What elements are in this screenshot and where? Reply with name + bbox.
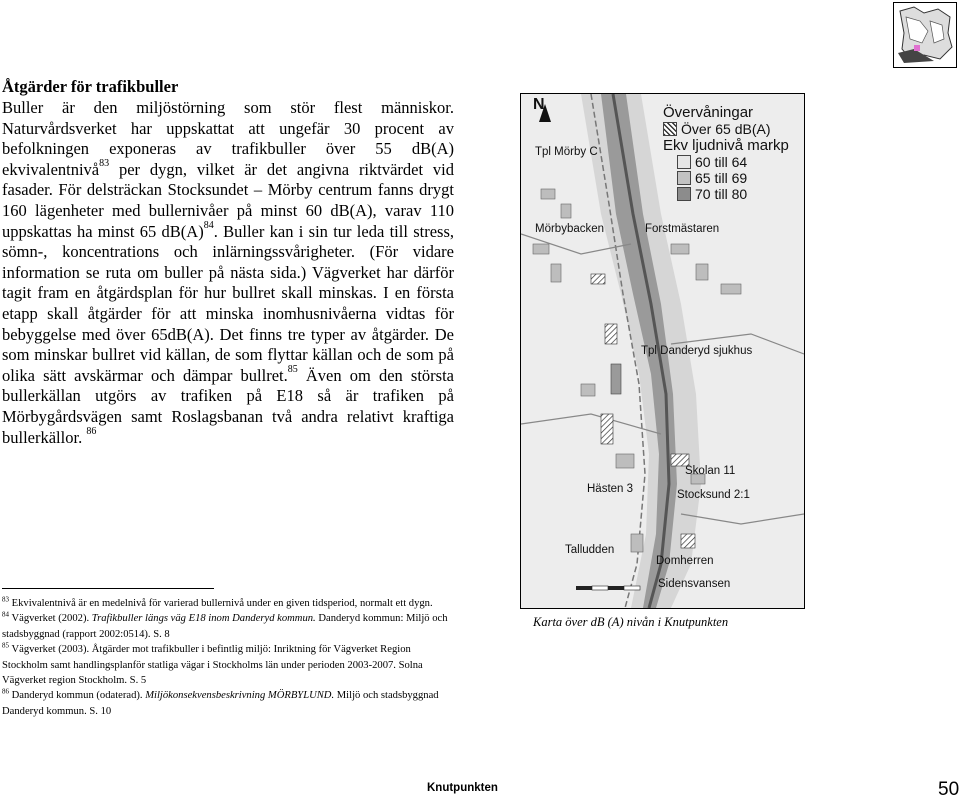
footnote-title: Trafikbuller längs väg E18 inom Danderyd kommun. xyxy=(91,613,316,625)
footnote-number: 85 xyxy=(2,641,9,650)
footnote-number: 84 xyxy=(2,610,9,619)
legend-label: 70 till 80 xyxy=(695,186,748,202)
level-swatch xyxy=(677,155,691,169)
footnote-number: 86 xyxy=(2,687,9,696)
footnotes xyxy=(2,596,454,719)
footnote-title: Miljökonsekvensbeskrivning MÖRBYLUND. xyxy=(145,690,335,702)
body-text-2: per dygn, vilket är det angivna riktvärdet vid fasader. För delsträckan Stocksundet – Mörby centrum fanns drygt 160 lägenheter med bullernivåer på minst 60 dB(A), varav 110 uppskattas ha minst 65 dB(A) xyxy=(2,159,454,241)
footnote-ref-84: 84 xyxy=(203,220,214,232)
footnote-text: Danderyd kommun: Miljö och stadsbyggnad (rapport 2002:0514). S. 8 xyxy=(2,613,448,640)
legend-item-level-2 xyxy=(677,170,789,186)
footnote-divider xyxy=(2,588,214,589)
body-paragraph xyxy=(2,98,454,448)
legend-item-level-1 xyxy=(677,154,789,170)
legend-item-level-3 xyxy=(677,186,789,202)
place-label: Forstmästaren xyxy=(645,223,720,235)
footnote-text: Miljö och stadsbyggnad Danderyd kommun. S. 10 xyxy=(2,690,439,717)
legend-title-ground: Ekv ljudnivå markp xyxy=(663,137,789,154)
footnote-86 xyxy=(2,688,454,719)
footnote-ref-85: 85 xyxy=(287,364,298,376)
footnote-85 xyxy=(2,642,454,688)
map-caption: Karta över dB (A) nivån i Knutpunkten xyxy=(533,615,729,629)
hatch-swatch xyxy=(663,122,677,136)
footnote-ref-86: 86 xyxy=(86,426,97,437)
place-label: Tpl Danderyd sjukhus xyxy=(641,345,753,357)
footnote-84 xyxy=(2,611,454,642)
place-label: Skolan 11 xyxy=(685,465,736,477)
footnote-ref-83: 83 xyxy=(99,158,110,170)
legend-label: Över 65 dB(A) xyxy=(681,121,771,137)
place-label: Stocksund 2:1 xyxy=(677,489,750,501)
legend-label: 60 till 64 xyxy=(695,154,748,170)
noise-map xyxy=(520,93,805,609)
footnote-text: Ekvivalentnivå är en medelnivå för varierad bullernivå under en given tidsperiod, normalt ett dygn. xyxy=(11,598,433,609)
place-label: Hästen 3 xyxy=(587,483,634,495)
map-legend xyxy=(663,104,789,202)
footnote-text: Vägverket (2002). xyxy=(11,613,92,625)
locator-map-graphic xyxy=(894,3,956,67)
body-text-3: . Buller kan i sin tur leda till stress, sömn-, koncentrations och inlärningssvårigheter. (För vidare information se ruta om buller på nästa sida.) Vägverket har därför tagit fram en åtgärdsplan för hur bullret skall minskas. I en första etapp skall åtgärder för att minska inomhusnivåerna vidtas för bebyggelse med över 65dB(A). Det finns tre typer av åtgärder. De som minskar bullret vid källan, de som flyttar källan och de som på olika sätt avskärmar och dämpar bullret. xyxy=(2,221,454,385)
body-text-4: Även om den största bullerkällan utgörs av trafiken på E18 så är trafiken på Mörbygårdsvägen samt Roslagsbanan två andra relativt kraftiga bullerkällor. xyxy=(2,365,454,447)
place-label: Domherren xyxy=(656,555,714,567)
footer-title: Knutpunkten xyxy=(427,782,498,794)
footnote-text: Vägverket (2003). Åtgärder mot trafikbuller i befintlig miljö: Inriktning för Vägverket Region Stockholm samt handlingsplanför statliga vägar i Stockholms län under perioden 2003-2007. Solna Vägverket region Stockholm. S. 5 xyxy=(2,644,423,687)
legend-label: 65 till 69 xyxy=(695,170,748,186)
body-text-1: Buller är den miljöstörning som stör flest människor. Naturvårdsverket har uppskattat att ungefär 30 procent av befolkningen exponeras av trafikbuller över 55 dB(A) ekvivalentnivå xyxy=(2,98,454,179)
level-swatch xyxy=(677,171,691,185)
place-label: Talludden xyxy=(565,544,615,556)
locator-map-inset xyxy=(893,2,957,68)
place-label: Sidensvansen xyxy=(658,578,731,590)
footnote-text: Danderyd kommun (odaterad). xyxy=(11,690,146,702)
north-arrow-label: N xyxy=(533,96,545,113)
place-label: Mörbybacken xyxy=(535,223,605,235)
legend-title-upper-floors: Övervåningar xyxy=(663,104,754,121)
section-heading: Åtgärder för trafikbuller xyxy=(2,77,179,96)
footnote-number: 83 xyxy=(2,595,9,604)
level-swatch xyxy=(677,187,691,201)
page-number: 50 xyxy=(938,779,960,800)
place-label: Tpl Mörby C xyxy=(535,146,598,158)
footnote-83 xyxy=(2,596,454,611)
legend-item-hatched xyxy=(663,121,789,137)
